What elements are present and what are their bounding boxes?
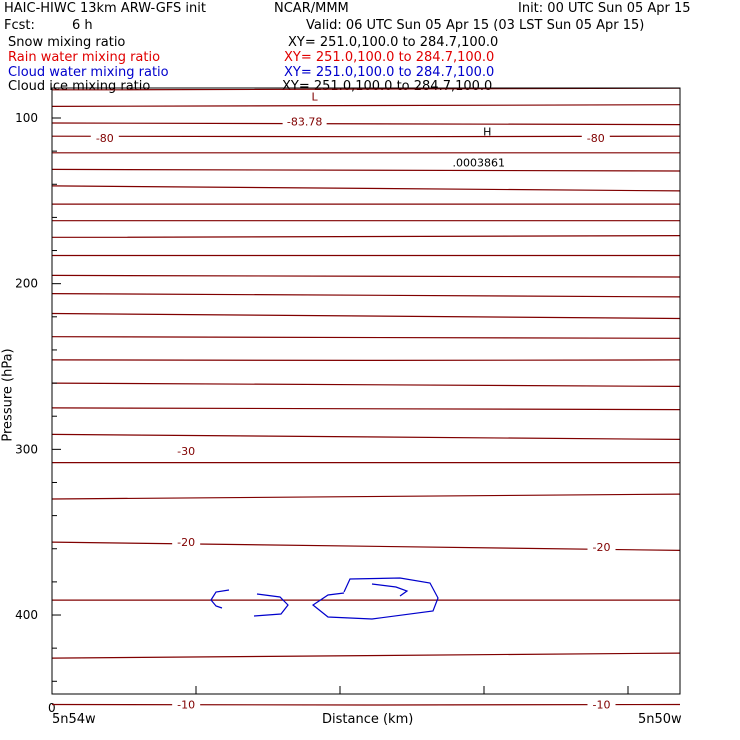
isotherm — [52, 105, 680, 107]
temperature-contours — [52, 88, 680, 740]
y-axis-title: Pressure (hPa) — [0, 348, 16, 442]
legend-cloud-ice-name: Cloud ice mixing ratio — [8, 79, 151, 94]
cloud-water-contours — [211, 578, 438, 619]
isotherm — [52, 123, 680, 125]
plot-border — [52, 88, 680, 694]
org-label: NCAR/MMM — [274, 1, 349, 16]
isotherm-label: -80 — [95, 131, 114, 145]
forecast-label: Fcst: — [4, 18, 35, 33]
extremum-value: .0003861 — [452, 156, 506, 170]
isotherm — [52, 653, 680, 658]
x-axis-title: Distance (km) — [322, 712, 414, 727]
isotherm — [52, 294, 680, 297]
y-tick-label: 200 — [15, 276, 38, 291]
cloud-water-contour — [254, 594, 288, 616]
y-tick-label: 300 — [15, 442, 38, 457]
plot-title: HAIC-HIWC 13km ARW-GFS init — [4, 1, 206, 16]
isotherm — [52, 337, 680, 339]
cloud-water-contour — [211, 590, 229, 608]
y-tick-label: 100 — [15, 111, 38, 125]
y-tick-label: 400 — [15, 608, 38, 623]
isotherm — [52, 494, 680, 499]
isotherm — [52, 360, 680, 361]
legend-rain-xy: XY= 251.0,100.0 to 284.7,100.0 — [284, 50, 495, 65]
isotherm — [52, 169, 680, 171]
cloud-water-contour — [372, 584, 407, 596]
y-axis-ticks — [7, 111, 61, 740]
isotherm — [52, 434, 680, 439]
legend-snow-name: Snow mixing ratio — [8, 35, 126, 50]
x-tick-label: 0 — [48, 701, 56, 715]
valid-time: Valid: 06 UTC Sun 05 Apr 15 (03 LST Sun 05 Apr 15) — [306, 18, 645, 33]
extremum-symbol: L — [311, 90, 318, 104]
legend-cloud-water-name: Cloud water mixing ratio — [8, 65, 169, 80]
extremum-value: -83.78 — [286, 115, 323, 129]
isotherm — [52, 542, 680, 550]
isotherm-label: -30 — [177, 445, 196, 459]
legend-snow-xy: XY= 251.0,100.0 to 284.7,100.0 — [288, 35, 499, 50]
isotherm-label: -10 — [592, 698, 611, 712]
forecast-hour: 6 h — [72, 18, 93, 33]
x-right-endpoint: 5n50w — [638, 712, 682, 727]
isotherm — [52, 705, 680, 706]
isotherm — [52, 383, 680, 386]
isotherm-label: -10 — [177, 698, 196, 712]
init-time: Init: 00 UTC Sun 05 Apr 15 — [518, 1, 691, 16]
legend-cloud-ice-xy: XY= 251.0,100.0 to 284.7,100.0 — [282, 79, 493, 94]
x-left-endpoint: 5n54w — [52, 712, 96, 727]
isotherm-label: -20 — [177, 536, 196, 550]
isotherm — [52, 236, 680, 238]
legend-cloud-water-xy: XY= 251.0,100.0 to 284.7,100.0 — [284, 65, 495, 80]
isotherm — [52, 186, 680, 191]
isotherm-label: -20 — [592, 541, 611, 555]
legend-rain-name: Rain water mixing ratio — [8, 50, 161, 65]
isotherm — [52, 408, 680, 410]
isotherm — [52, 275, 680, 277]
extremum-symbol: H — [483, 125, 492, 139]
isotherm-label: -80 — [586, 131, 605, 145]
isotherm — [52, 314, 680, 319]
